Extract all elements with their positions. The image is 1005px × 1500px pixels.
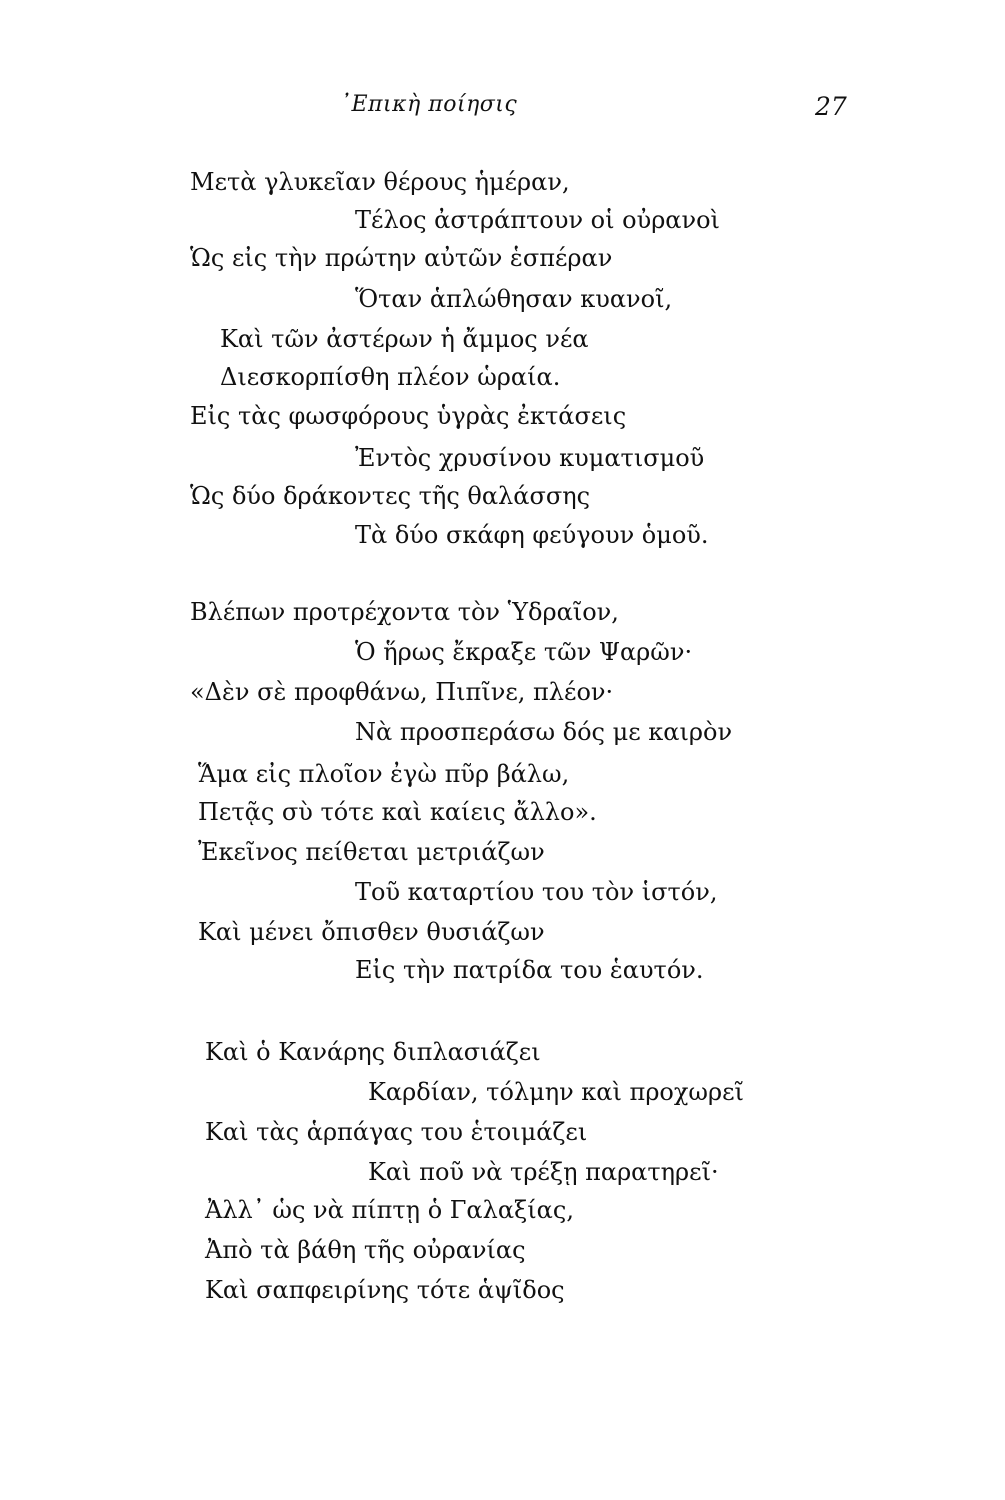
poem-line: Καὶ τὰς ἁρπάγας του ἑτοιμάζει — [205, 1118, 588, 1146]
poem-line: Νὰ προσπεράσω δός με καιρὸν — [355, 718, 733, 746]
poem-line: Καὶ ὁ Κανάρης διπλασιάζει — [205, 1038, 541, 1066]
poem-line: Καὶ τῶν ἀστέρων ἡ ἄμμος νέα — [220, 325, 589, 353]
poem-line: Καρδίαν, τόλμην καὶ προχωρεῖ — [368, 1078, 744, 1106]
poem-line: Ἀλλ᾿ ὡς νὰ πίπτῃ ὁ Γαλαξίας, — [205, 1196, 574, 1224]
poem-line: Ὁ ἥρως ἔκραξε τῶν Ψαρῶν· — [355, 638, 693, 666]
poem-line: Πετᾷς σὺ τότε καὶ καίεις ἄλλο». — [198, 798, 597, 826]
poem-line: Καὶ μένει ὄπισθεν θυσιάζων — [198, 918, 545, 946]
poem-line: Ἐντὸς χρυσίνου κυματισμοῦ — [355, 444, 705, 472]
poem-line: Ἅμα εἰς πλοῖον ἐγὼ πῦρ βάλω, — [198, 760, 570, 788]
poem-line: Μετὰ γλυκεῖαν θέρους ἡμέραν, — [190, 168, 570, 196]
poem-line: Καὶ σαπφειρίνης τότε ἁψῖδος — [205, 1276, 565, 1304]
poem-line: Ὡς δύο δράκοντες τῆς θαλάσσης — [190, 482, 591, 510]
page-number: 27 — [815, 92, 847, 121]
poem-line: «Δὲν σὲ προφθάνω, Πιπῖνε, πλέον· — [190, 678, 614, 706]
poem-line: Τὰ δύο σκάφη φεύγουν ὁμοῦ. — [355, 521, 709, 549]
poem-line: Εἰς τὰς φωσφόρους ὑγρὰς ἐκτάσεις — [190, 402, 627, 430]
poem-line: Ὡς εἰς τὴν πρώτην αὐτῶν ἑσπέραν — [190, 244, 613, 272]
running-title: ᾿Επικὴ ποίησις — [340, 92, 518, 117]
poem-line: Ὅταν ἁπλώθησαν κυανοῖ, — [355, 285, 673, 313]
poem-line: Εἰς τὴν πατρίδα του ἑαυτόν. — [355, 956, 704, 984]
poem-line: Ἀπὸ τὰ βάθη τῆς οὐρανίας — [205, 1236, 526, 1264]
poem-line: Βλέπων προτρέχοντα τὸν Ὑδραῖον, — [190, 598, 619, 626]
poem-line: Ἐκεῖνος πείθεται μετριάζων — [198, 838, 545, 866]
poem-line: Τέλος ἀστράπτουν οἱ οὐρανοὶ — [355, 206, 720, 234]
poem-line: Τοῦ καταρτίου του τὸν ἱστόν, — [355, 878, 718, 906]
poem-line: Διεσκορπίσθη πλέον ὡραία. — [220, 363, 561, 391]
poem-line: Καὶ ποῦ νὰ τρέξῃ παρατηρεῖ· — [368, 1158, 719, 1186]
